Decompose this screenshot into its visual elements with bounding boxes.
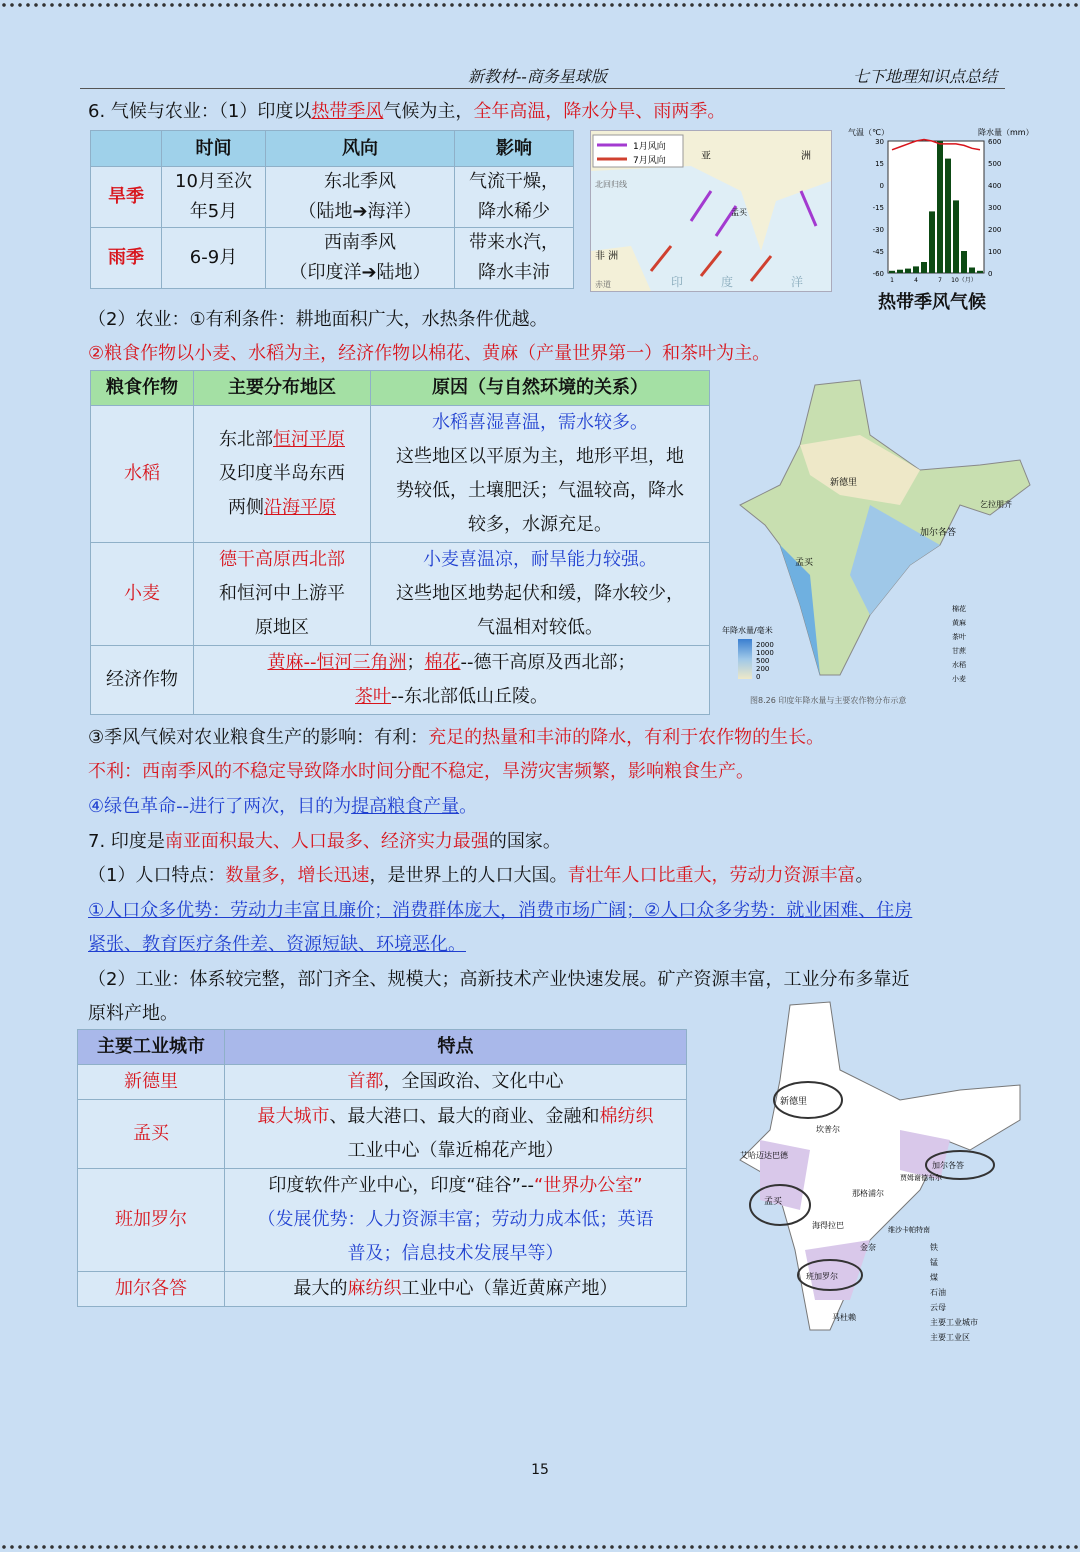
right-tick: 100 (988, 248, 1002, 256)
m3a: ④绿色革命--进行了两次，目的为 (88, 796, 352, 817)
label-tropic: 北回归线 (595, 180, 627, 189)
s7-l2a: （1）人口特点： (88, 865, 226, 886)
left-tick: -45 (872, 248, 884, 256)
rain-bar (913, 266, 919, 273)
legend-rice: 水稻 (952, 661, 966, 669)
cell-text: --德干高原及西北部； (460, 652, 636, 673)
cell-text: 棉纺织 (599, 1106, 654, 1127)
rain-1000: 1000 (756, 649, 774, 657)
table-row (78, 1065, 687, 1100)
cell-text: 麻纺织 (347, 1278, 402, 1299)
cell-text: 小麦喜温凉，耐旱能力较强。 (423, 549, 657, 570)
label-africa: 非 洲 (595, 251, 619, 262)
climo-left-title: 气温（℃） (848, 128, 889, 137)
map-hyderabad: 海得拉巴 (812, 1221, 844, 1230)
top-dotted-border (0, 0, 1080, 10)
s7-l2e: 。 (855, 865, 874, 886)
map-jamshedpur: 贾姆谢德布尔 (900, 1174, 942, 1182)
cell-text: ，全国政治、文化中心 (383, 1071, 564, 1092)
rain-bar (969, 268, 975, 274)
x-tick: 4 (914, 277, 918, 284)
crop-rice: 水稻 (91, 406, 194, 543)
s7-l2b: 数量多，增长迅速 (225, 865, 370, 886)
table-row (78, 1169, 687, 1272)
s7-l1b: 南亚面积最大、人口最多、经济实力最强 (164, 831, 489, 852)
monsoon-line-1 (88, 726, 824, 750)
season-wet: 雨季 (91, 228, 162, 289)
s6-mid: 气候为主， (383, 101, 474, 122)
cell-text: 降水丰沛 (478, 262, 550, 283)
cell-text: 及印度半岛东西 (219, 463, 345, 484)
table-row (91, 167, 574, 228)
m3b: 提高粮食产量 (351, 796, 460, 817)
rain-500: 500 (756, 657, 770, 665)
cell-text: （印度洋➔陆地） (289, 262, 431, 283)
climo-left-ticks (873, 138, 884, 278)
map-visakhapatnam: 维沙卡帕特南 (888, 1226, 930, 1234)
legend-tea: 茶叶 (952, 633, 966, 641)
left-tick: -15 (872, 204, 884, 212)
cell-text: 气流干燥， (469, 171, 559, 192)
rain-200: 200 (756, 665, 770, 673)
s7-l2d: 青壮年人口比重大，劳动力资源丰富 (567, 865, 856, 886)
crop-cash: 经济作物 (91, 646, 194, 715)
x-tick: 7 (938, 277, 942, 284)
right-tick: 300 (988, 204, 1002, 212)
th-effect: 影响 (455, 131, 574, 167)
s6-highlight-features: 全年高温，降水分旱、雨两季。 (473, 101, 726, 122)
map-nagpur: 那格浦尔 (852, 1189, 884, 1198)
season-dry: 旱季 (91, 167, 162, 228)
cell-text: 这些地区以平原为主，地形平坦，地 (396, 446, 684, 467)
x-tick: 1 (890, 277, 894, 284)
table-row (91, 406, 710, 543)
bottom-dotted-border (0, 1542, 1080, 1552)
th-blank (91, 131, 162, 167)
rain-bar (905, 269, 911, 273)
legend-mica: 云母 (930, 1303, 946, 1312)
label-cherrapunji: 乞拉朋齐 (980, 500, 1012, 509)
population-line (88, 864, 873, 888)
cell-text: 、最大港口、最大的商业、金融和 (329, 1106, 600, 1127)
rain-bar (961, 251, 967, 273)
map-bangalore: 班加罗尔 (806, 1272, 838, 1281)
label-indian-2: 度 (721, 275, 734, 289)
cell-text: 最大城市 (257, 1106, 330, 1127)
map-kolkata: 加尔各答 (932, 1161, 964, 1170)
city-mumbai: 孟买 (78, 1100, 225, 1169)
rain-bar (953, 200, 959, 273)
legend-iron: 铁 (930, 1243, 938, 1252)
cell-text: 东北季风 (324, 171, 396, 192)
label-equator: 赤道 (595, 280, 611, 289)
left-tick: -60 (872, 270, 884, 278)
table-row (91, 646, 710, 715)
cell-text: 10月至次 (175, 171, 252, 192)
cell-text: 和恒河中上游平 (219, 583, 345, 604)
legend-industrial-zone: 主要工业区 (930, 1333, 970, 1342)
right-tick: 400 (988, 182, 1002, 190)
rain-bar (889, 271, 895, 273)
rain-2000: 2000 (756, 641, 774, 649)
rain-bar (945, 159, 951, 273)
rain-0: 0 (756, 673, 761, 681)
cell-text: 年5月 (189, 201, 238, 222)
right-tick: 500 (988, 160, 1002, 168)
legend-industrial-city: 主要工业城市 (930, 1318, 978, 1327)
rain-legend-title: 年降水量/毫米 (722, 626, 773, 635)
city-kolkata: 加尔各答 (78, 1272, 225, 1307)
legend-wheat: 小麦 (952, 675, 966, 683)
th-reason: 原因（与自然环境的关系） (371, 371, 710, 406)
cell-text: 茶叶 (355, 686, 391, 707)
right-tick: 0 (988, 270, 993, 278)
cell-text: 降水稀少 (478, 201, 550, 222)
rain-bar (929, 211, 935, 273)
s6-label: 6. 气候与农业：（1）印度以 (88, 101, 312, 122)
map-chennai: 金奈 (860, 1243, 876, 1252)
cell-text: 工业中心（靠近棉花产地） (347, 1140, 564, 1161)
m1a: ③季风气候对农业粮食生产的影响：有利： (88, 727, 429, 748)
left-tick: -30 (872, 226, 884, 234)
industry-line-2: 原料产地。 (88, 1003, 178, 1024)
legend-manganese: 锰 (930, 1258, 938, 1267)
cell-text: 最大的 (293, 1278, 348, 1299)
climo-right-ticks (988, 138, 1001, 278)
page-number: 15 (531, 1462, 549, 1478)
table-row (91, 543, 710, 646)
climograph-caption: 热带季风气候 (878, 292, 986, 313)
rain-bar (977, 271, 983, 273)
label-kolkata: 加尔各答 (920, 528, 957, 538)
cell-text: 带来水汽， (469, 232, 559, 253)
industry-map (720, 1000, 1040, 1350)
wind-map-svg (591, 131, 831, 291)
cell-text: 较多，水源充足。 (468, 514, 612, 535)
cell-text: 势较低，土壤肥沃；气温较高，降水 (396, 480, 684, 501)
cell-text: 恒河平原 (273, 429, 345, 450)
table-row (91, 228, 574, 289)
left-tick: 0 (879, 182, 884, 190)
population-pros-cons-1: ①人口众多优势：劳动力丰富且廉价；消费群体庞大，消费市场广阔；②人口众多劣势：就业困难、住房 (88, 900, 913, 921)
climate-table (90, 130, 574, 289)
th-crop: 粮食作物 (91, 371, 194, 406)
cell-text: “世界办公室” (533, 1175, 643, 1196)
s7-l2c: ，是世界上的人口大国。 (369, 865, 568, 886)
x-tick: 10（月） (951, 277, 977, 284)
th-wind: 风向 (266, 131, 455, 167)
left-tick: 30 (875, 138, 884, 146)
rain-bar (937, 141, 943, 273)
map-kanpur: 坎普尔 (816, 1125, 840, 1134)
industry-table (77, 1029, 687, 1307)
header-textbook: 新教材--商务星球版 (468, 67, 607, 86)
cell-text: 气温相对较低。 (477, 617, 603, 638)
legend-oil: 石油 (930, 1288, 946, 1297)
climo-x-ticks (890, 276, 977, 284)
agri-line-1: （2）农业：①有利条件：耕地面积广大，水热条件优越。 (88, 309, 548, 330)
cell-text: （陆地➔海洋） (298, 201, 422, 222)
climograph-svg (840, 125, 1040, 285)
label-new-delhi: 新德里 (830, 478, 858, 488)
cell-text: （发展优势：人力资源丰富；劳动力成本低；英语 (257, 1209, 654, 1230)
th-area: 主要分布地区 (194, 371, 371, 406)
cell-text: 东北部 (219, 429, 273, 450)
m1b: 充足的热量和丰沛的降水，有利于农作物的生长。 (428, 727, 825, 748)
climograph (840, 125, 1040, 285)
rain-bar (897, 270, 903, 273)
crop-wheat: 小麦 (91, 543, 194, 646)
industry-line-1: （2）工业：体系较完整，部门齐全、规模大；高新技术产业快速发展。矿产资源丰富，工业分布多靠近 (88, 969, 910, 990)
th-feature: 特点 (225, 1030, 687, 1065)
s7-l1a: 7. 印度是 (88, 831, 165, 852)
cell-text: 印度软件产业中心，印度“硅谷”-- (268, 1175, 534, 1196)
legend-jute: 黄麻 (952, 619, 966, 627)
industry-map-svg (720, 1000, 1040, 1350)
s6-highlight-climate: 热带季风 (311, 101, 384, 122)
table-row (78, 1100, 687, 1169)
th-city: 主要工业城市 (78, 1030, 225, 1065)
page-header (80, 62, 1005, 89)
map-ahmedabad: 艾哈迈达巴德 (740, 1151, 788, 1160)
section-7-title (88, 830, 561, 854)
cell-text: ； (406, 652, 425, 673)
right-tick: 600 (988, 138, 1002, 146)
legend-cotton: 棉花 (952, 605, 966, 613)
crop-distribution-map (720, 375, 1040, 715)
city-new-delhi: 新德里 (78, 1065, 225, 1100)
label-asia-2: 洲 (801, 151, 811, 162)
legend-sugarcane: 甘蔗 (952, 647, 966, 655)
agri-line-2: ②粮食作物以小麦、水稻为主，经济作物以棉花、黄麻（产量世界第一）和茶叶为主。 (88, 343, 771, 364)
label-indian-3: 洋 (791, 275, 804, 289)
green-revolution-line (88, 795, 477, 819)
section-6-title (88, 100, 725, 124)
population-pros-cons-2: 紧张、教育医疗条件差、资源短缺、环境恶化。 (88, 934, 466, 955)
cell-text: 普及；信息技术发展早等） (347, 1243, 564, 1264)
m3c: 。 (459, 796, 478, 817)
climo-right-title: 降水量（mm） (978, 128, 1034, 137)
cell-text: 德干高原西北部 (219, 549, 345, 570)
cell-text: 这些地区地势起伏和缓，降水较少， (396, 583, 684, 604)
map-mumbai: 孟买 (764, 1197, 783, 1207)
city-bangalore: 班加罗尔 (78, 1169, 225, 1272)
cell-text: 棉花 (424, 652, 461, 673)
cell-text: 原地区 (255, 617, 309, 638)
monsoon-wind-map (590, 130, 832, 292)
header-subject: 七下地理知识点总结 (852, 67, 997, 86)
cell-text: 西南季风 (324, 232, 396, 253)
july-arrows (651, 246, 771, 281)
legend-coal: 煤 (930, 1273, 938, 1282)
table-row (78, 1272, 687, 1307)
crop-map-caption: 图8.26 印度年降水量与主要农作物分布示意 (750, 696, 907, 705)
right-tick: 200 (988, 226, 1002, 234)
cell-text: 水稻喜湿喜温，需水较多。 (432, 412, 648, 433)
rain-bar (921, 262, 927, 273)
cell-text: 首都 (347, 1071, 384, 1092)
map-new-delhi: 新德里 (780, 1097, 808, 1107)
crop-map-svg (720, 375, 1040, 715)
rain-legend-bar (738, 639, 752, 679)
crop-table (90, 370, 710, 715)
legend-jan: 1月风向 (633, 142, 666, 152)
th-time: 时间 (162, 131, 266, 167)
label-asia-1: 亚 (701, 151, 711, 162)
label-mumbai: 孟买 (795, 558, 814, 568)
label-indian-1: 印 (671, 275, 684, 289)
cell-text: 黄麻--恒河三角洲 (267, 652, 407, 673)
legend-jul: 7月风向 (633, 156, 666, 166)
s7-l1c: 的国家。 (488, 831, 561, 852)
label-mumbai: 孟买 (731, 208, 747, 217)
cell-text: --东北部低山丘陵。 (391, 686, 548, 707)
cell-text: 两侧 (228, 497, 264, 518)
climo-plot-area (888, 141, 984, 273)
cell-text: 沿海平原 (264, 497, 336, 518)
monsoon-line-2: 不利：西南季风的不稳定导致降水时间分配不稳定，旱涝灾害频繁，影响粮食生产。 (88, 761, 754, 782)
left-tick: 15 (875, 160, 884, 168)
cell-text: 工业中心（靠近黄麻产地） (401, 1278, 618, 1299)
cell-text: 6-9月 (162, 228, 266, 289)
map-madurai: 马杜赖 (832, 1313, 856, 1322)
